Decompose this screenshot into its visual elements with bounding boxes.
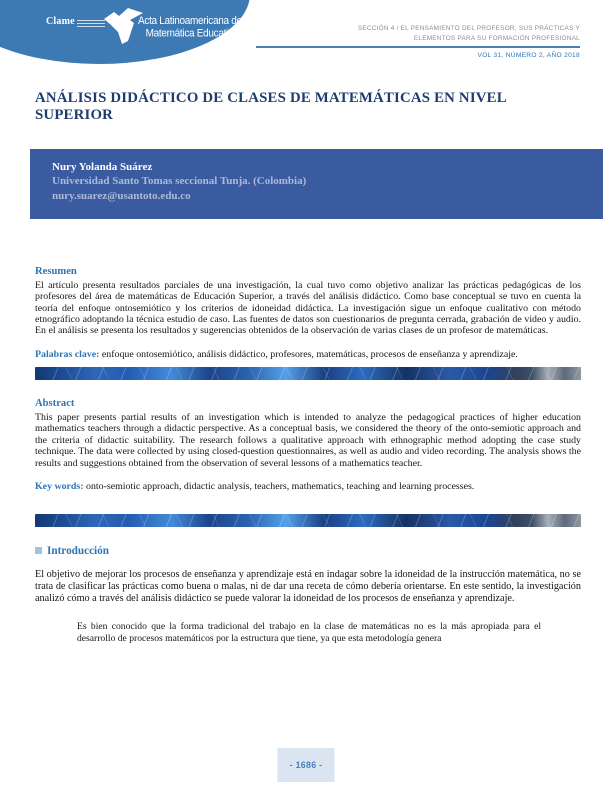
palabras-clave-label: Palabras clave: (35, 348, 100, 360)
palabras-clave-paragraph (35, 349, 581, 360)
author-email: nury.suarez@usantoto.edu.co (52, 189, 191, 202)
introduccion-heading-text: Introducción (47, 544, 109, 557)
page-number-box (278, 748, 335, 782)
volume-label: VOL 31, NÚMERO 2, AÑO 2018 (477, 52, 580, 59)
article-body (35, 0, 581, 645)
article-title: ANÁLISIS DIDÁCTICO DE CLASES DE MATEMÁTICAS EN NIVEL SUPERIOR (35, 90, 506, 124)
resumen-paragraph: El artículo presenta resultados parciales de una investigación, la cual tuvo como objetivo analizar las prácticas pedagógicas de los profesores del área de matemáticas de Educación Superior, a través del análisis didáctico. Como base conceptual se tuvo en cuenta la teoría del enfoque ontosemiótico y los criterios de idoneidad didáctica. La investigación sigue un enfoque cualitativo con método etnográfico adoptando la técnica estudio de caso. Las fuentes de datos son cuestionarios de pregunta cerrada, grabación de video y audio. En el análisis se presenta los resultados y sugerencias obtenidos de la observación de varias clases de un profesor de matemáticas. (35, 279, 581, 337)
author-name: Nury Yolanda Suárez (52, 160, 153, 173)
introduccion-quote: Es bien conocido que la forma tradicional del trabajo en la clase de matemáticas no es la más apropiada para el desarrollo de procesos matemáticos por la estructura que tiene, ya que esta metodología genera (77, 621, 541, 645)
page-number: - 1686 - (289, 760, 323, 770)
clame-logo-text: Clame (46, 16, 75, 27)
resumen-heading: Resumen (35, 265, 77, 277)
square-bullet-icon (35, 547, 42, 554)
key-words-text: onto-semiotic approach, didactic analysis, teachers, mathematics, teaching and learning processes. (83, 481, 475, 493)
journal-title-line1: Acta Latinoamericana de (138, 15, 242, 28)
section-header-line1: SECCIÓN 4 / EL PENSAMIENTO DEL PROFESOR, SUS PRÁCTICAS Y (357, 25, 580, 32)
decorative-banner-bottom (35, 514, 581, 527)
section-header-line2: ELEMENTOS PARA SU FORMACIÓN PROFESIONAL (413, 34, 580, 42)
author-block (30, 149, 603, 219)
decorative-banner-top (35, 367, 581, 380)
author-affiliation: Universidad Santo Tomas seccional Tunja. (Colombia) (52, 175, 307, 188)
introduccion-heading (35, 545, 581, 557)
introduccion-paragraph: El objetivo de mejorar los procesos de enseñanza y aprendizaje está en indagar sobre la idoneidad de la instrucción matemática, no se trata de clasificar las prácticas como buena o malas, ni de dar una receta de cómo debería orientarse. En este sentido, la investigación analizó cómo a través del análisis didáctico se puede valorar la idoneidad de los procesos de enseñanza y aprendizaje. (35, 568, 581, 604)
abstract-paragraph: This paper presents partial results of an investigation which is intended to analyze the pedagogical practices of higher education mathematics teachers through a didactic perspective. As a conceptual basis, we considered the theory of the onto-semiotic approach and the criteria of didactic suitability. The research follows a qualitative approach with ethnographic method adopting the case study technique. The data were collected by using closed-question questionnaires, as well as audio and video recording. The analysis shows the results and suggestions obtained from the observation of several lessons of a mathematics teacher. (35, 412, 581, 469)
abstract-heading: Abstract (35, 398, 75, 410)
key-words-paragraph (35, 481, 581, 492)
key-words-label: Key words: (35, 481, 84, 493)
journal-title-line2: Matemática Educativa (145, 27, 238, 40)
palabras-clave-text: enfoque ontosemiótico, análisis didáctico, profesores, matemáticas, procesos de enseñanza y aprendizaje. (99, 348, 518, 360)
